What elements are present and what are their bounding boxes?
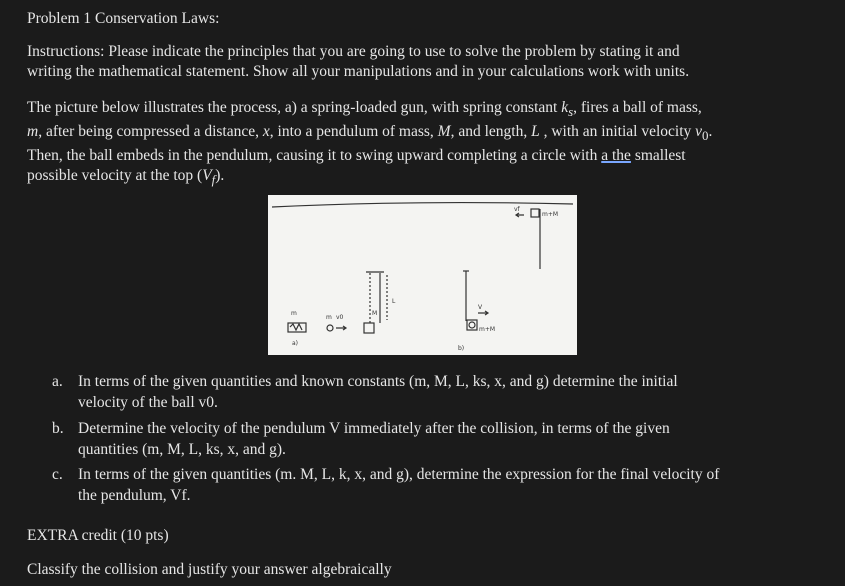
v-arrow bbox=[478, 311, 488, 315]
instructions-line-1: Instructions: Please indicate the principles that you are going to use to solve the problem by stating it and bbox=[27, 43, 680, 60]
embedded-ball bbox=[469, 322, 475, 328]
description-line-3: Then, the ball embeds in the pendulum, causing it to swing upward completing a circle with a the smallest bbox=[27, 147, 686, 165]
process-figure bbox=[268, 195, 577, 355]
pendulum-bob bbox=[364, 323, 374, 333]
question-b-line-1: Determine the velocity of the pendulum V immediately after the collision, in terms of the given bbox=[78, 420, 670, 437]
ball bbox=[327, 325, 333, 331]
question-b-line-2: quantities (m, M, L, ks, x, and g). bbox=[78, 441, 286, 458]
label-v0: v0 bbox=[336, 314, 344, 321]
question-a-line-1: In terms of the given quantities and known constants (m, M, L, ks, x, and g) determine the initial bbox=[78, 373, 678, 390]
label-M: M bbox=[372, 310, 378, 317]
label-mM-top: m+M bbox=[542, 211, 559, 218]
label-vf: vf bbox=[514, 206, 520, 213]
problem-title: Problem 1 Conservation Laws: bbox=[27, 10, 220, 27]
question-b-label: b. bbox=[52, 420, 64, 437]
instructions-line-2: writing the mathematical statement. Show all your manipulations and in your calculations work with units. bbox=[27, 63, 690, 80]
v0-arrow bbox=[336, 326, 346, 330]
label-L: L bbox=[392, 298, 396, 305]
extra-credit: EXTRA credit (10 pts) bbox=[27, 527, 169, 544]
label-m-gun: m bbox=[291, 310, 297, 317]
label-b: b) bbox=[458, 345, 465, 352]
question-a-line-2: velocity of the ball v0. bbox=[78, 394, 218, 411]
question-c-line-2: the pendulum, Vf. bbox=[78, 487, 191, 504]
pendulum-top-bob bbox=[531, 209, 539, 217]
question-c-label: c. bbox=[52, 466, 63, 483]
label-v: V bbox=[478, 304, 483, 311]
question-a-label: a. bbox=[52, 373, 63, 390]
process-diagram bbox=[268, 195, 577, 355]
picture-description bbox=[27, 98, 712, 190]
description-line-1: The picture below illustrates the process, a) a spring-loaded gun, with spring constant $k_s$, fires a ball of mass, bbox=[27, 99, 702, 120]
classify-prompt: Classify the collision and justify your answer algebraically bbox=[27, 561, 392, 578]
description-line-2: m, after being compressed a distance, x, into a pendulum of mass, M, and length, L , with an initial velocity $v_0$. bbox=[27, 123, 713, 144]
description-line-4: possible velocity at the top $(V_f)$. bbox=[27, 167, 225, 188]
label-m-ball: m bbox=[326, 314, 332, 321]
vf-arrow bbox=[516, 213, 524, 217]
ceiling-line bbox=[272, 203, 573, 207]
label-a: a) bbox=[292, 340, 299, 347]
question-c-line-1: In terms of the given quantities (m. M, L, k, x, and g), determine the expression for the final velocity of bbox=[78, 466, 720, 483]
label-mM-bottom: m+M bbox=[479, 326, 496, 333]
instructions bbox=[27, 42, 689, 82]
spring-coil bbox=[290, 324, 302, 330]
